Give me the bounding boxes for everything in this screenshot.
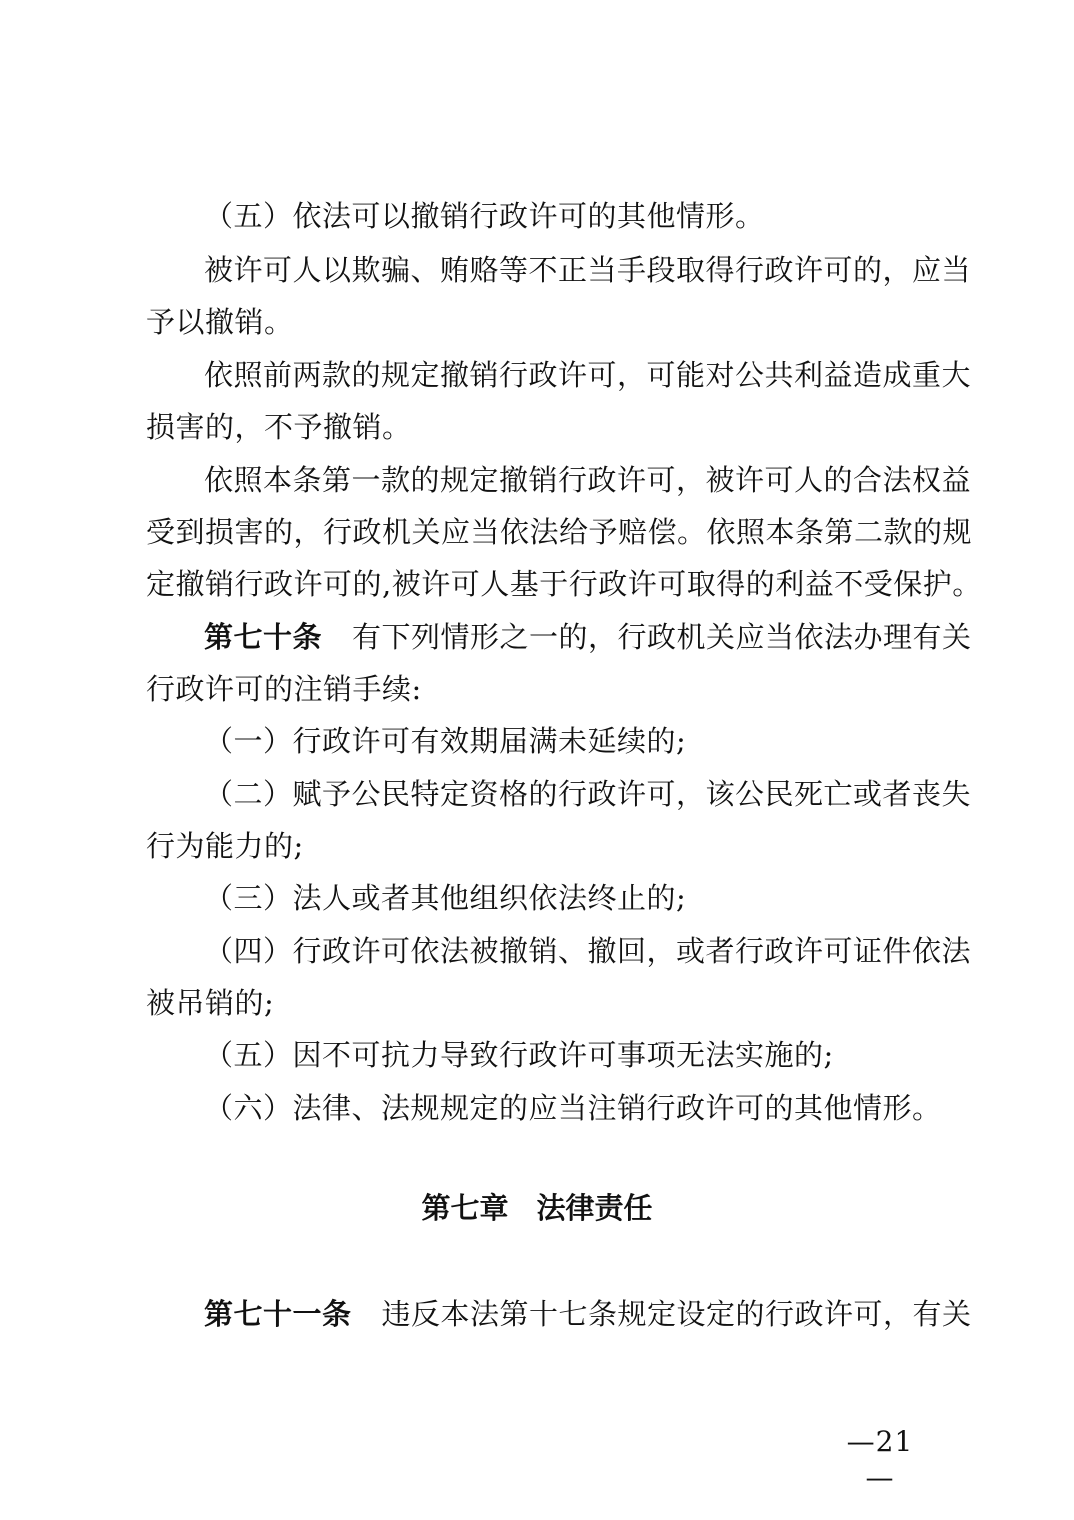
list-item [204,774,972,814]
list-item [204,1035,946,1075]
chapter-heading [0,1188,1074,1228]
paragraph-line [146,826,946,866]
text-segment: 被吊销的; [146,986,275,1020]
text-segment: （三）法人或者其他组织依法终止的; [204,881,687,915]
text-segment: （一）行政许可有效期届满未延续的; [204,724,687,758]
text-segment: 受到损害的，行政机关应当依法给予赔偿。依照本条第二款的规 [146,515,973,549]
text-segment: 依照前两款的规定撤销行政许可，可能对公共利益造成重大 [204,358,972,392]
text-segment: 予以撤销。 [146,305,294,339]
paragraph-line [146,669,946,709]
paragraph-line [146,512,973,552]
text-segment: （五）依法可以撤销行政许可的其他情形。 [204,199,765,233]
text-segment: 有下列情形之一的，行政机关应当依法办理有关 [352,620,972,654]
paragraph-line [146,302,946,342]
text-segment: 定撤销行政许可的,被许可人基于行政许可取得的利益不受保护。 [146,567,982,601]
text-segment: （四）行政许可依法被撤销、撤回，或者行政许可证件依法 [204,934,972,968]
list-item [204,931,972,971]
list-item [204,878,946,918]
text-segment: （六）法律、法规规定的应当注销行政许可的其他情形。 [204,1091,942,1125]
chapter-number: 第七章 [421,1191,509,1225]
article-71-line [204,1294,972,1334]
paragraph-line [146,407,946,447]
article-70-line [204,617,972,657]
list-item [204,1088,946,1128]
paragraph-line [204,196,946,236]
list-item [204,721,946,761]
text-segment: 违反本法第十七条规定设定的行政许可，有关 [381,1297,972,1331]
paragraph-line [204,250,972,290]
paragraph-line [204,460,972,500]
text-segment: 损害的，不予撤销。 [146,410,412,444]
text-segment: （五）因不可抗力导致行政许可事项无法实施的; [204,1038,834,1072]
paragraph-line [146,564,982,604]
article-71-title: 第七十一条 [204,1297,352,1331]
text-segment: 行政许可的注销手续: [146,672,422,706]
article-70-title: 第七十条 [204,620,323,654]
text-segment: （二）赋予公民特定资格的行政许可，该公民死亡或者丧失 [204,777,972,811]
page-number: —21— [846,1425,914,1494]
text-segment: 行为能力的; [146,829,304,863]
paragraph-line [146,983,946,1023]
text-segment: 依照本条第一款的规定撤销行政许可，被许可人的合法权益 [204,463,972,497]
text-segment: 被许可人以欺骗、贿赂等不正当手段取得行政许可的，应当 [204,253,972,287]
chapter-title: 法律责任 [536,1191,653,1225]
paragraph-line [204,355,972,395]
